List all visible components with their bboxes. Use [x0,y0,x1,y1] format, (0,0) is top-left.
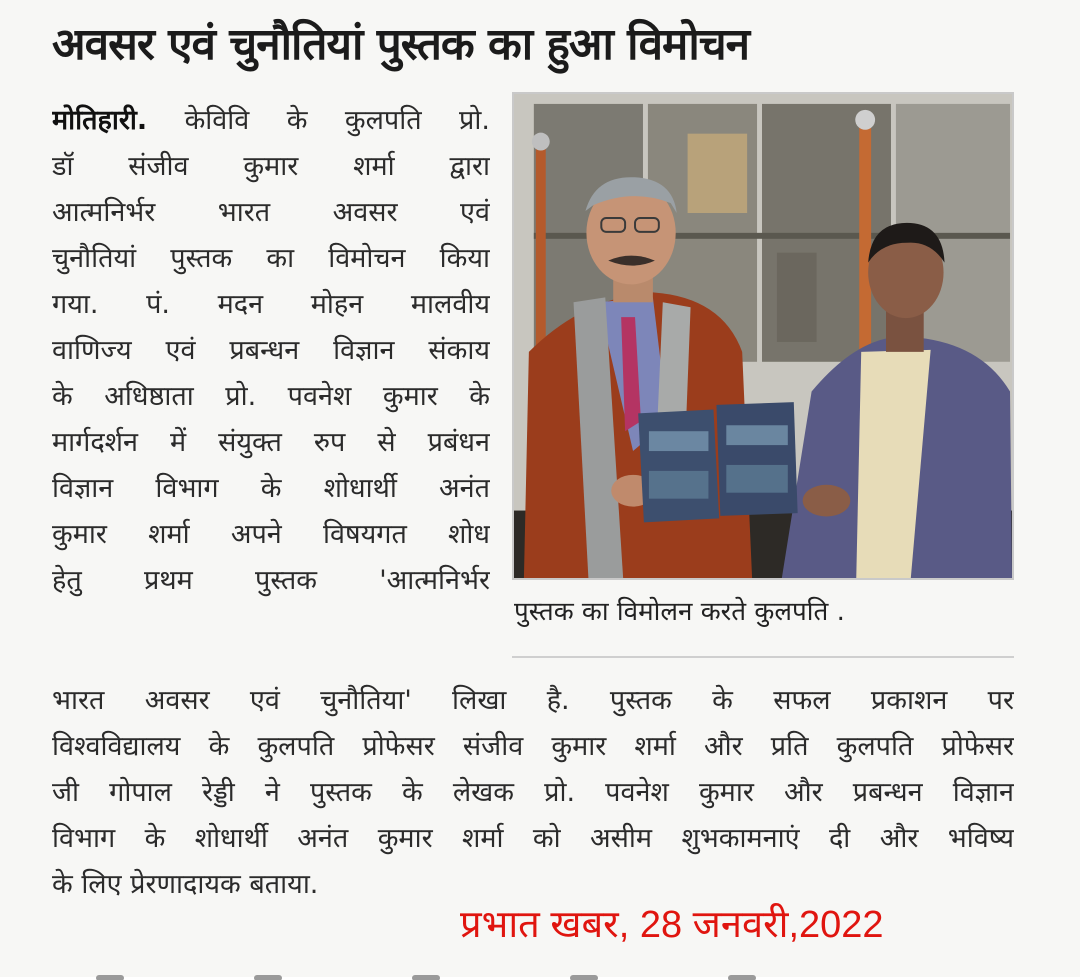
article-line-text: केविवि के कुलपति प्रो. [147,105,490,136]
article-column-text [52,98,490,604]
photo-caption: पुस्तक का विमोलन करते कुलपति . [514,597,845,627]
article-line-8: मार्गदर्शन में संयुक्त रुप से प्रबंधन [52,427,490,458]
article-full-width-text [52,678,1014,908]
article-line-3: आत्मनिर्भर भारत अवसर एवं [52,197,490,228]
next-article-cut-text [96,966,916,980]
headline: अवसर एवं चुनौतियां पुस्तक का हुआ विमोचन [52,19,750,70]
caption-divider [512,656,1014,658]
article-line-10: कुमार शर्मा अपने विषयगत शोध [52,519,490,550]
dateline: मोतिहारी. [52,105,148,136]
article-line-4: चुनौतियां पुस्तक का विमोचन किया [52,243,490,274]
article-line-7: के अधिष्ठाता प्रो. पवनेश कुमार के [52,381,490,412]
photo-illustration [514,94,1012,578]
article-line-11: हेतु प्रथम पुस्तक 'आत्मनिर्भर [52,565,490,596]
article-full-line-1: भारत अवसर एवं चुनौतिया' लिखा है. पुस्तक के सफल प्रकाशन पर [52,685,1014,716]
article-line-2: डॉ संजीव कुमार शर्मा द्वारा [52,151,490,182]
article-line-9: विज्ञान विभाग के शोधार्थी अनंत [52,473,490,504]
article-line-1 [52,98,490,144]
article-full-line-3: जी गोपाल रेड्डी ने पुस्तक के लेखक प्रो. पवनेश कुमार और प्रबन्धन विज्ञान [52,777,1014,808]
article-line-6: वाणिज्य एवं प्रबन्धन विज्ञान संकाय [52,335,490,366]
article-full-line-4: विभाग के शोधार्थी अनंत कुमार शर्मा को असीम शुभकामनाएं दी और भविष्य [52,823,1014,854]
article-full-line-5: के लिए प्रेरणादायक बताया. [52,869,319,900]
source-credit: प्रभात खबर, 28 जनवरी,2022 [460,904,884,946]
article-line-5: गया. पं. मदन मोहन मालवीय [52,289,490,320]
news-photo [512,92,1014,580]
article-full-line-2: विश्वविद्यालय के कुलपति प्रोफेसर संजीव कुमार शर्मा और प्रति कुलपति प्रोफेसर [52,731,1014,762]
